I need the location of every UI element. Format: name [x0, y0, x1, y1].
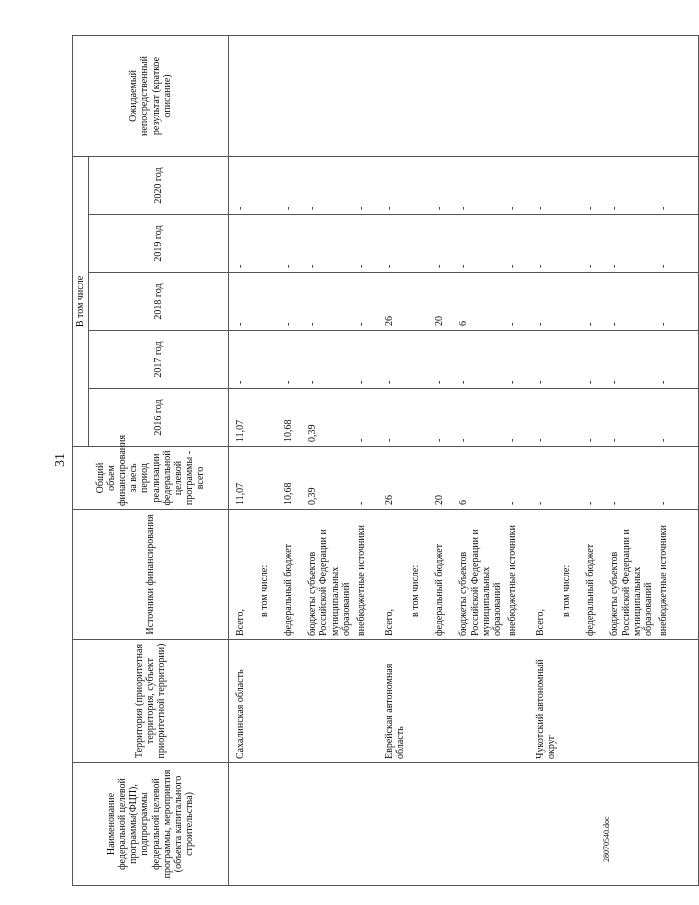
y2018-cell: - — [281, 273, 305, 331]
program-name-cell — [583, 763, 607, 886]
table-row — [505, 35, 529, 885]
total-cell: - — [656, 447, 680, 510]
y2016-cell: - — [378, 389, 408, 447]
table-row — [583, 35, 607, 885]
y2016-cell: - — [456, 389, 505, 447]
result-cell — [656, 35, 680, 156]
source-cell: в том числе: — [257, 510, 281, 640]
empty-cell — [680, 331, 699, 389]
territory-cell — [559, 640, 583, 763]
empty-cell — [680, 35, 699, 156]
y2018-cell: - — [529, 273, 559, 331]
program-name-cell — [257, 763, 281, 886]
total-cell — [559, 447, 583, 510]
source-cell: Всего, — [229, 510, 258, 640]
y2019-cell: - — [432, 215, 456, 273]
table-row — [559, 35, 583, 885]
y2020-cell: - — [354, 156, 378, 214]
source-cell: Всего, — [378, 510, 408, 640]
y2020-cell — [559, 156, 583, 214]
program-name-cell — [229, 763, 258, 886]
y2017-cell — [257, 331, 281, 389]
result-cell — [583, 35, 607, 156]
total-cell: 26 — [378, 447, 408, 510]
result-cell — [529, 35, 559, 156]
territory-cell — [257, 640, 281, 763]
program-name-cell — [378, 763, 408, 886]
page-number: 31 — [53, 453, 68, 467]
y2017-cell: - — [607, 331, 656, 389]
table-row — [656, 35, 680, 885]
source-cell: федеральный бюджет — [432, 510, 456, 640]
total-cell: 0,39 — [305, 447, 354, 510]
program-name-cell — [559, 763, 583, 886]
y2016-cell: - — [607, 389, 656, 447]
result-cell — [559, 35, 583, 156]
y2019-cell: - — [583, 215, 607, 273]
program-name-cell — [607, 763, 656, 886]
header-result: Ожидаемый непосредственный результат (краткое описание) — [73, 35, 229, 156]
empty-cell — [680, 273, 699, 331]
table-header — [73, 35, 229, 885]
y2017-cell: - — [281, 331, 305, 389]
source-cell: в том числе: — [559, 510, 583, 640]
territory-cell — [583, 640, 607, 763]
territory-cell — [505, 640, 529, 763]
y2018-cell — [559, 273, 583, 331]
empty-cell — [680, 510, 699, 640]
header-territory: Территория (приоритетная территория, субъект приоритетной территории) — [73, 640, 229, 763]
result-cell — [378, 35, 408, 156]
total-cell: - — [529, 447, 559, 510]
empty-cell — [680, 389, 699, 447]
y2018-cell: 26 — [378, 273, 408, 331]
territory-cell — [656, 640, 680, 763]
y2019-cell: - — [305, 215, 354, 273]
table-body — [229, 35, 699, 885]
y2018-cell: - — [607, 273, 656, 331]
source-cell: в том числе: — [408, 510, 432, 640]
result-cell — [408, 35, 432, 156]
territory-cell — [456, 640, 505, 763]
y2019-cell: - — [378, 215, 408, 273]
y2017-cell: - — [583, 331, 607, 389]
territory-cell — [305, 640, 354, 763]
total-cell: 10,68 — [281, 447, 305, 510]
y2019-cell: - — [456, 215, 505, 273]
territory-cell — [607, 640, 656, 763]
source-cell: внебюджетные источники — [354, 510, 378, 640]
program-name-cell — [281, 763, 305, 886]
total-cell — [408, 447, 432, 510]
y2017-cell: - — [656, 331, 680, 389]
total-cell: 20 — [432, 447, 456, 510]
y2020-cell: - — [281, 156, 305, 214]
y2016-cell — [257, 389, 281, 447]
result-cell — [354, 35, 378, 156]
program-name-cell — [354, 763, 378, 886]
y2018-cell: - — [583, 273, 607, 331]
table-row — [281, 35, 305, 885]
financing-table — [72, 35, 699, 886]
y2020-cell — [257, 156, 281, 214]
y2020-cell: - — [305, 156, 354, 214]
y2017-cell — [559, 331, 583, 389]
y2019-cell: - — [505, 215, 529, 273]
y2017-cell: - — [378, 331, 408, 389]
table-row — [607, 35, 656, 885]
table-row — [305, 35, 354, 885]
y2018-cell: - — [505, 273, 529, 331]
y2016-cell: - — [583, 389, 607, 447]
result-cell — [607, 35, 656, 156]
y2017-cell: - — [432, 331, 456, 389]
y2020-cell: - — [378, 156, 408, 214]
territory-cell — [408, 640, 432, 763]
total-cell: - — [354, 447, 378, 510]
result-cell — [432, 35, 456, 156]
source-cell: федеральный бюджет — [583, 510, 607, 640]
header-program-name: Наименование федеральной целевой программы(ФЦП), подпрограммы федеральной целевой программы, мероприятия (объекта капитального строительства) — [73, 763, 229, 886]
source-cell: федеральный бюджет — [281, 510, 305, 640]
result-cell — [257, 35, 281, 156]
program-name-cell — [656, 763, 680, 886]
y2019-cell — [408, 215, 432, 273]
result-cell — [505, 35, 529, 156]
y2019-cell: - — [529, 215, 559, 273]
total-cell: - — [583, 447, 607, 510]
y2016-cell: - — [505, 389, 529, 447]
y2019-cell — [257, 215, 281, 273]
header-2020: 2020 год — [89, 156, 229, 214]
program-name-cell — [529, 763, 559, 886]
result-cell — [305, 35, 354, 156]
table-row — [456, 35, 505, 885]
y2017-cell: - — [305, 331, 354, 389]
total-cell: 11,07 — [229, 447, 258, 510]
header-sources: Источники финансирования — [73, 510, 229, 640]
y2018-cell — [257, 273, 281, 331]
y2018-cell: 20 — [432, 273, 456, 331]
program-name-cell — [305, 763, 354, 886]
header-2016: 2016 год — [89, 389, 229, 447]
y2016-cell: - — [354, 389, 378, 447]
y2017-cell — [408, 331, 432, 389]
program-name-cell — [408, 763, 432, 886]
table-row — [432, 35, 456, 885]
y2019-cell: - — [229, 215, 258, 273]
y2018-cell: - — [229, 273, 258, 331]
y2020-cell: - — [529, 156, 559, 214]
table-row-end — [680, 35, 699, 885]
y2018-cell: - — [656, 273, 680, 331]
table-row — [529, 35, 559, 885]
empty-cell — [680, 763, 699, 886]
y2019-cell: - — [656, 215, 680, 273]
y2019-cell — [559, 215, 583, 273]
source-cell: внебюджетные источники — [505, 510, 529, 640]
y2016-cell: 11,07 — [229, 389, 258, 447]
result-cell — [229, 35, 258, 156]
territory-cell: Чукотский автономный округ — [529, 640, 559, 763]
y2019-cell: - — [607, 215, 656, 273]
y2020-cell: - — [656, 156, 680, 214]
y2018-cell: - — [305, 273, 354, 331]
y2016-cell: - — [529, 389, 559, 447]
total-cell: - — [607, 447, 656, 510]
result-cell — [456, 35, 505, 156]
program-name-cell — [432, 763, 456, 886]
y2017-cell: - — [505, 331, 529, 389]
header-2019: 2019 год — [89, 215, 229, 273]
y2020-cell — [408, 156, 432, 214]
result-cell — [281, 35, 305, 156]
empty-cell — [680, 447, 699, 510]
table-row — [229, 35, 258, 885]
table-row — [354, 35, 378, 885]
y2016-cell: - — [656, 389, 680, 447]
source-cell: Всего, — [529, 510, 559, 640]
y2016-cell: - — [432, 389, 456, 447]
territory-cell — [281, 640, 305, 763]
y2020-cell: - — [583, 156, 607, 214]
y2016-cell: 10,68 — [281, 389, 305, 447]
y2018-cell — [408, 273, 432, 331]
y2017-cell: - — [354, 331, 378, 389]
y2018-cell: 6 — [456, 273, 505, 331]
y2020-cell: - — [607, 156, 656, 214]
y2016-cell: 0,39 — [305, 389, 354, 447]
program-name-cell — [505, 763, 529, 886]
empty-cell — [680, 215, 699, 273]
table-row — [378, 35, 408, 885]
source-cell: внебюджетные источники — [656, 510, 680, 640]
total-cell: - — [505, 447, 529, 510]
source-cell: бюджеты субъектов Российской Федерации и муниципальных образований — [607, 510, 656, 640]
source-cell: бюджеты субъектов Российской Федерации и муниципальных образований — [456, 510, 505, 640]
source-cell: бюджеты субъектов Российской Федерации и муниципальных образований — [305, 510, 354, 640]
territory-cell: Сахалинская область — [229, 640, 258, 763]
y2017-cell: - — [529, 331, 559, 389]
total-cell: 6 — [456, 447, 505, 510]
document-code: 28070540.doc — [602, 816, 611, 862]
y2020-cell: - — [505, 156, 529, 214]
header-total: Общий объем финансирования за весь период реализации федеральной целевой программы - всего — [73, 447, 229, 510]
y2016-cell — [408, 389, 432, 447]
territory-cell — [354, 640, 378, 763]
empty-cell — [680, 156, 699, 214]
y2016-cell — [559, 389, 583, 447]
table-row — [257, 35, 281, 885]
y2020-cell: - — [456, 156, 505, 214]
territory-cell — [432, 640, 456, 763]
empty-cell — [680, 640, 699, 763]
program-name-cell — [456, 763, 505, 886]
territory-cell: Еврейская автономная область — [378, 640, 408, 763]
y2020-cell: - — [229, 156, 258, 214]
y2017-cell: - — [229, 331, 258, 389]
header-including: В том числе — [73, 156, 89, 446]
header-2017: 2017 год — [89, 331, 229, 389]
header-2018: 2018 год — [89, 273, 229, 331]
y2019-cell: - — [281, 215, 305, 273]
y2019-cell: - — [354, 215, 378, 273]
total-cell — [257, 447, 281, 510]
y2020-cell: - — [432, 156, 456, 214]
table-row — [408, 35, 432, 885]
y2017-cell: - — [456, 331, 505, 389]
y2018-cell: - — [354, 273, 378, 331]
